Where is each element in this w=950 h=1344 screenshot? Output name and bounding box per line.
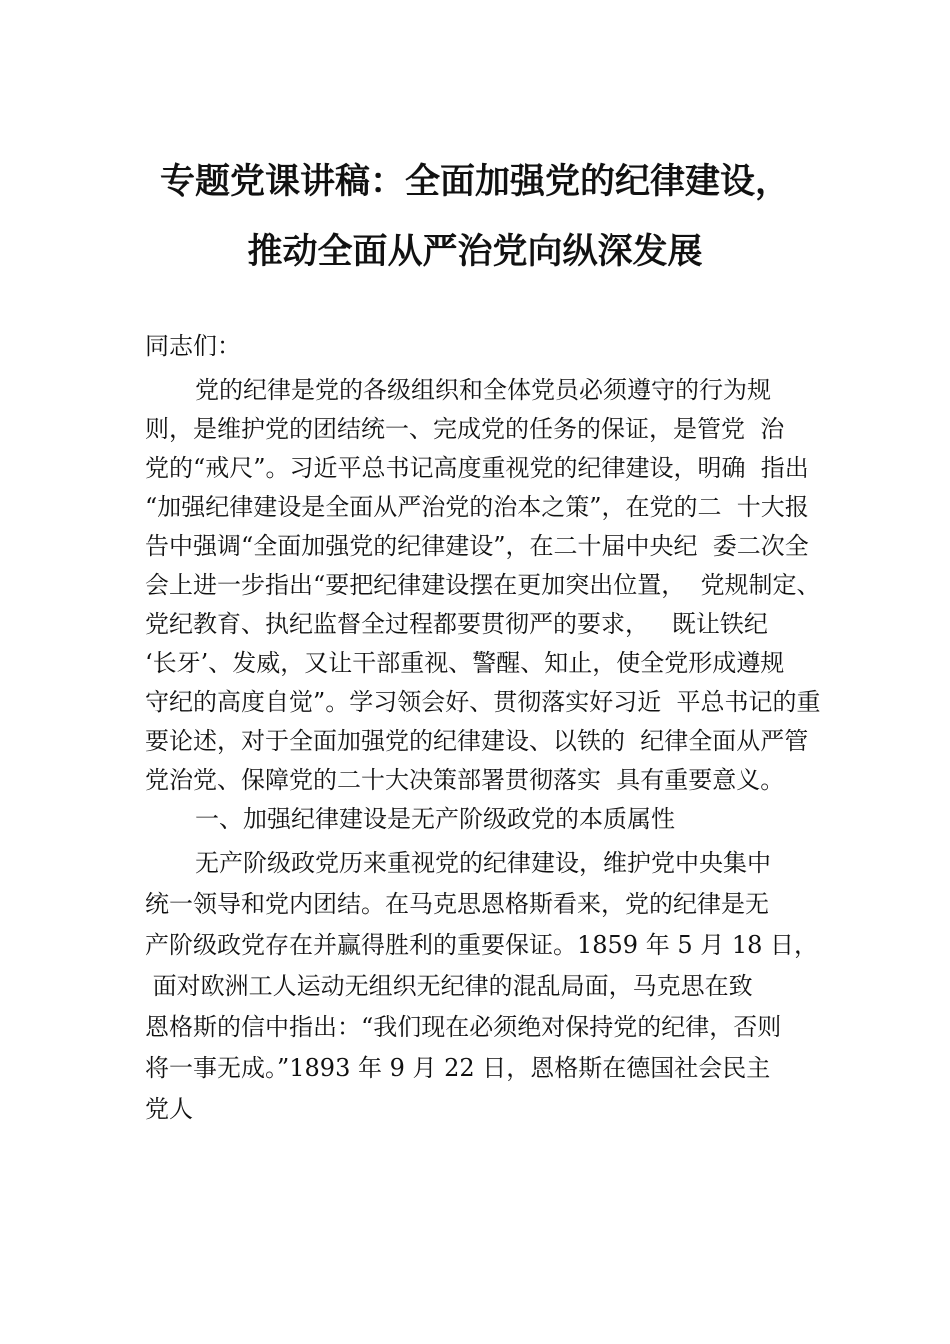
paragraph-line: “加强纪律建设是全面从严治党的治本之策”，在党的二 十大报 xyxy=(145,493,809,521)
paragraph-line: 要论述，对于全面加强党的纪律建设、以铁的 纪律全面从严管 xyxy=(145,727,809,755)
paragraph-line: 党的“戒尺”。习近平总书记高度重视党的纪律建设，明确 指出 xyxy=(145,454,809,482)
paragraph-line: ‘长牙’、发威，又让干部重视、警醒、知止，使全党形成遵规 xyxy=(145,649,785,677)
paragraph-line: 守纪的高度自觉”。学习领会好、贯彻落实好习近 平总书记的重 xyxy=(145,688,821,716)
section-heading: 一、加强纪律建设是无产阶级政党的本质属性 xyxy=(195,805,675,833)
paragraph-line: 党人 xyxy=(145,1095,193,1123)
document-title-line-2: 推动全面从严治党向纵深发展 xyxy=(247,231,703,272)
paragraph-line: 党纪教育、执纪监督全过程都要贯彻严的要求， 既让铁纪 xyxy=(145,610,768,638)
paragraph-line: 党治党、保障党的二十大决策部署贯彻落实 具有重要意义。 xyxy=(145,766,785,794)
paragraph-line: 会上进一步指出“要把纪律建设摆在更加突出位置， 党规制定、 xyxy=(145,571,821,599)
paragraph-line: 则，是维护党的团结统一、完成党的任务的保证，是管党 治 xyxy=(145,415,785,443)
paragraph-line: 告中强调“全面加强党的纪律建设”，在二十届中央纪 委二次全 xyxy=(145,532,809,560)
paragraph-line: 统一领导和党内团结。在马克思恩格斯看来，党的纪律是无 xyxy=(145,890,769,918)
paragraph-line: 无产阶级政党历来重视党的纪律建设，维护党中央集中 xyxy=(195,849,771,877)
paragraph-line: 将一事无成。”1893 年 9 月 22 日，恩格斯在德国社会民主 xyxy=(145,1054,771,1082)
paragraph-line: 产阶级政党存在并赢得胜利的重要保证。1859 年 5 月 18 日， xyxy=(145,931,819,959)
paragraph-line: 面对欧洲工人运动无组织无纪律的混乱局面，马克思在致 xyxy=(145,972,753,1000)
salutation: 同志们： xyxy=(145,332,241,360)
paragraph-line: 恩格斯的信中指出：“我们现在必须绝对保持党的纪律，否则 xyxy=(145,1013,782,1041)
paragraph-line: 党的纪律是党的各级组织和全体党员必须遵守的行为规 xyxy=(195,376,771,404)
document-title-line-1: 专题党课讲稿：全面加强党的纪律建设， xyxy=(159,161,790,202)
